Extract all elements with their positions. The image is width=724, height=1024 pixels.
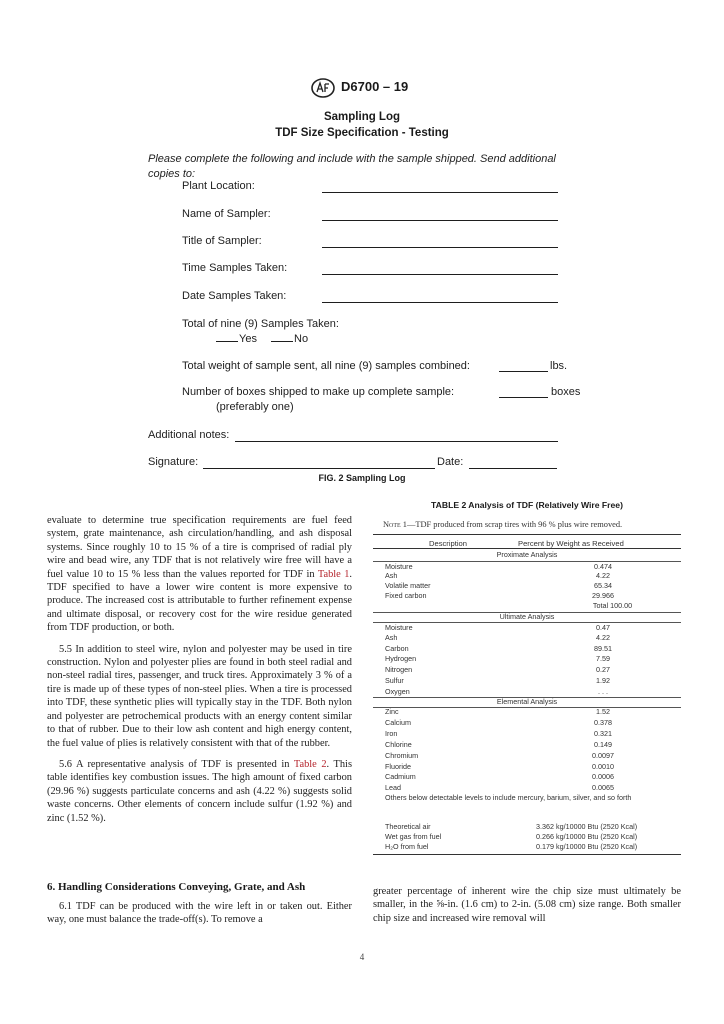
sampler-title-label: Title of Sampler: bbox=[182, 235, 262, 247]
row-name: Volatile matter bbox=[385, 581, 431, 590]
row-value: 0.149 bbox=[594, 740, 612, 749]
yes-option[interactable]: Yes bbox=[216, 333, 257, 345]
paragraph-continued: greater percentage of inherent wire the chip size must ultimately be smaller, in the ⅝-in. (1.6 cm) to 2-in. (5.08 cm) size range. Both smaller chip size and increased wire removal will bbox=[373, 886, 681, 924]
total-weight-label: Total weight of sample sent, all nine (9) samples combined: bbox=[182, 360, 470, 372]
row-name: Theoretical air bbox=[385, 822, 431, 831]
paragraph-5-6: 5.6 A representative analysis of TDF is presented in Table 2. This table identifies key combustion issues. The high amount of fixed carbon (29.96 %) suggests particulate concerns and ash (4.22 %) suggests solid waste concerns. Other elements of concern include sulfur (1.92 %) and zinc (1.52 %). bbox=[47, 758, 352, 824]
astm-logo-icon bbox=[311, 78, 335, 98]
notes-label: Additional notes: bbox=[148, 429, 230, 441]
paragraph-wire-content: evaluate to determine true specification requirements are fuel feed system, grate maintenance, ash circulation/handling, and ash disposal systems. Since roughly 10 to 15 % of a tire is comprised of radial ply wire and bead wire, any TDF that is not relatively wire free will have a fuel value 10 to 15 % less than the values reported for TDF in Table 1. TDF specified to have a lower wire content is more expensive to produce. The increased cost is attributable to further refinement expense and ultimate disposal, or recovery cost for the wire residue generated from TDF production, or both. bbox=[47, 515, 352, 634]
row-name: Lead bbox=[385, 783, 401, 792]
row-value: 3.362 kg/10000 Btu (2520 Kcal) bbox=[536, 822, 638, 831]
table2-note: Note 1—TDF produced from scrap tires with 96 % plus wire removed. bbox=[383, 520, 623, 529]
samples-taken-label: Total of nine (9) Samples Taken: bbox=[182, 318, 339, 330]
row-name: Oxygen bbox=[385, 687, 410, 696]
row-name: Sulfur bbox=[385, 676, 404, 685]
total-weight-line[interactable] bbox=[499, 371, 548, 372]
row-value: 0.27 bbox=[596, 665, 610, 674]
row-value: 0.179 kg/10000 Btu (2520 Kcal) bbox=[536, 842, 638, 851]
row-name: Nitrogen bbox=[385, 665, 413, 674]
boxes-line[interactable] bbox=[499, 397, 548, 398]
row-name: Fixed carbon bbox=[385, 591, 427, 600]
row-value: 29.966 bbox=[592, 591, 614, 600]
table-bottom-rule bbox=[373, 854, 681, 855]
signature-label: Signature: bbox=[148, 456, 199, 468]
notes-line[interactable] bbox=[235, 441, 558, 442]
plant-location-label: Plant Location: bbox=[182, 180, 255, 192]
row-name: Zinc bbox=[385, 707, 399, 716]
document-number: D6700 – 19 bbox=[341, 79, 409, 94]
row-value: 0.0065 bbox=[592, 783, 614, 792]
row-name: Moisture bbox=[385, 562, 413, 571]
others-note: Others below detectable levels to include mercury, barium, silver, and so forth bbox=[385, 793, 632, 802]
column-header-description: Description bbox=[429, 539, 467, 548]
elemental-rule bbox=[373, 707, 681, 708]
table1-link[interactable]: Table 1 bbox=[317, 568, 350, 580]
row-value: 0.474 bbox=[594, 562, 612, 571]
row-name: Chromium bbox=[385, 751, 419, 760]
row-value: 4.22 bbox=[596, 633, 610, 642]
boxes-note: (preferably one) bbox=[216, 401, 294, 413]
row-name: Fluoride bbox=[385, 762, 411, 771]
row-value: 89.51 bbox=[594, 644, 612, 653]
plant-location-line[interactable] bbox=[322, 192, 558, 193]
row-value: 65.34 bbox=[594, 581, 612, 590]
row-name: Chlorine bbox=[385, 740, 412, 749]
time-taken-label: Time Samples Taken: bbox=[182, 262, 288, 274]
row-name: Ash bbox=[385, 633, 398, 642]
ultimate-heading: Ultimate Analysis bbox=[499, 612, 555, 621]
header-bottom-rule bbox=[373, 548, 681, 549]
row-value: 1.52 bbox=[596, 707, 610, 716]
paragraph-6-1: 6.1 TDF can be produced with the wire left in or taken out. Either way, one must balance the trade-off(s). To remove a bbox=[47, 901, 352, 926]
table2-link[interactable]: Table 2 bbox=[293, 758, 327, 770]
form-title: Sampling Log bbox=[323, 111, 401, 123]
row-value: 0.0010 bbox=[592, 762, 614, 771]
sampler-name-line[interactable] bbox=[322, 220, 558, 221]
boxes-unit: boxes bbox=[551, 386, 581, 398]
row-value: 1.92 bbox=[596, 676, 610, 685]
form-intro: Please complete the following and include with the sample shipped. Send additional copies to: bbox=[148, 153, 556, 180]
row-value: 0.266 kg/10000 Btu (2520 Kcal) bbox=[536, 832, 638, 841]
row-name: Ash bbox=[385, 571, 398, 580]
row-value: 0.321 bbox=[594, 729, 612, 738]
row-value: 0.0006 bbox=[592, 772, 614, 781]
row-name: Iron bbox=[385, 729, 398, 738]
row-name: H₂O from fuel bbox=[385, 842, 429, 851]
column-header-percent: Percent by Weight as Received bbox=[518, 539, 624, 548]
time-taken-line[interactable] bbox=[322, 274, 558, 275]
row-value: 0.0097 bbox=[592, 751, 614, 760]
row-value: 7.59 bbox=[596, 654, 610, 663]
row-value: 0.378 bbox=[594, 718, 612, 727]
boxes-label: Number of boxes shipped to make up complete sample: bbox=[182, 386, 455, 398]
weight-unit: lbs. bbox=[550, 360, 568, 372]
figure-caption: FIG. 2 Sampling Log bbox=[318, 473, 406, 483]
left-column bbox=[47, 514, 352, 825]
table2-title: TABLE 2 Analysis of TDF (Relatively Wire Free) bbox=[431, 500, 623, 510]
no-option[interactable]: No bbox=[271, 333, 308, 345]
paragraph-5-5: 5.5 In addition to steel wire, nylon and polyester may be used in tire construction. Nylon and polyester plies are found in both steel radial and non-steel radial tires, passenger, and truck tires. Approximately 3 % of a tire is made up of these types of non-steel plies. When a tire is processed into TDF, these synthetic plies will typically stay in the TDF. Both nylon and polyester are petrochemical products with an energy content similar to that of rubber. Due to their low ash content and high energy content, the fuel value of plies is relatively consistent with that of the rubber. bbox=[47, 643, 352, 749]
row-name: Hydrogen bbox=[385, 654, 417, 663]
sampler-name-label: Name of Sampler: bbox=[182, 208, 271, 220]
form-subtitle: TDF Size Specification - Testing bbox=[275, 127, 449, 139]
proximate-heading: Proximate Analysis bbox=[496, 550, 558, 559]
page-number: 4 bbox=[359, 952, 365, 962]
date-line[interactable] bbox=[469, 468, 557, 469]
row-name: Moisture bbox=[385, 623, 413, 632]
row-value: . . . bbox=[598, 687, 608, 696]
proximate-total: Total 100.00 bbox=[592, 601, 633, 610]
date-taken-line[interactable] bbox=[322, 302, 558, 303]
row-name: Cadmium bbox=[385, 772, 416, 781]
section-heading: 6. Handling Considerations Conveying, Grate, and Ash bbox=[47, 881, 306, 893]
date-label: Date: bbox=[437, 456, 464, 468]
sampler-title-line[interactable] bbox=[322, 247, 558, 248]
elemental-heading: Elemental Analysis bbox=[496, 697, 558, 706]
row-value: 4.22 bbox=[596, 571, 610, 580]
row-name: Wet gas from fuel bbox=[385, 832, 442, 841]
table-top-rule bbox=[373, 534, 681, 535]
signature-line[interactable] bbox=[203, 468, 435, 469]
ultimate-rule bbox=[373, 622, 681, 623]
row-name: Calcium bbox=[385, 718, 411, 727]
row-value: 0.47 bbox=[596, 623, 610, 632]
row-name: Carbon bbox=[385, 644, 409, 653]
proximate-rule bbox=[373, 561, 681, 562]
date-taken-label: Date Samples Taken: bbox=[182, 290, 287, 302]
